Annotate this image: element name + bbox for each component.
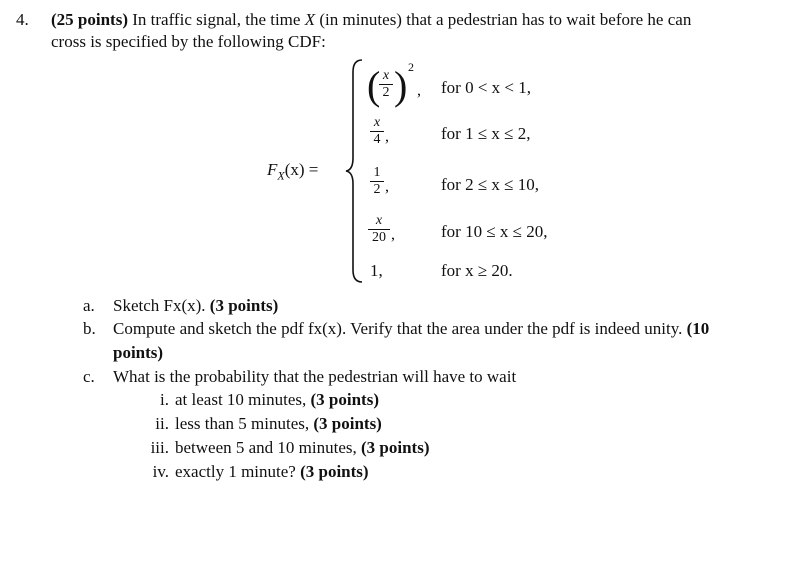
subpart-ii-text: [175, 413, 382, 435]
cdf-lhs: [267, 160, 318, 183]
case3-condition: for 2 ≤ x ≤ 10,: [441, 175, 539, 194]
case2-condition: for 1 ≤ x ≤ 2,: [441, 124, 531, 143]
subpart-ii-body: less than 5 minutes,: [175, 414, 314, 433]
case1-close-paren: ): [394, 63, 408, 108]
subpart-i-points: (3 points): [310, 390, 379, 409]
case2-fraction: [370, 116, 384, 147]
case5-condition: for x ≥ 20.: [441, 261, 513, 280]
case1-den: 2: [382, 85, 390, 100]
case4-condition: for 10 ≤ x ≤ 20,: [441, 222, 548, 241]
case1-condition: for 0 < x < 1,: [441, 78, 531, 97]
part-b-points: (10: [686, 319, 710, 338]
case3-num: 1: [373, 165, 381, 180]
subpart-i-label: i.: [160, 390, 169, 409]
case4-fraction: [368, 214, 390, 245]
part-b-label: b.: [83, 319, 96, 338]
part-c-text: What is the probability that the pedestrian will have to wait: [113, 367, 517, 386]
statement-var-x: X: [304, 10, 316, 29]
problem-statement-line2: cross is specified by the following CDF:: [51, 32, 326, 51]
case1-open-paren: (: [367, 63, 381, 108]
case2-den: 4: [373, 132, 381, 147]
subpart-iv-points: (3 points): [300, 462, 369, 481]
case3-sep: ,: [385, 178, 389, 195]
subpart-iii-body: between 5 and 10 minutes,: [175, 438, 362, 457]
subpart-i-text: [175, 389, 379, 411]
statement-part1: In traffic signal, the time: [127, 10, 305, 29]
case4-sep: ,: [391, 226, 395, 243]
part-c-label: c.: [83, 367, 95, 386]
case1-sep: ,: [417, 82, 421, 99]
case4-num: x: [375, 213, 383, 228]
problem-points: (25 points): [51, 10, 128, 29]
subpart-iii-label: iii.: [150, 438, 169, 457]
part-a-points: (3 points): [209, 296, 279, 315]
statement-part2: (in minutes) that a pedestrian has to wait before he can: [315, 10, 692, 29]
subpart-iii-points: (3 points): [361, 438, 430, 457]
subpart-iv-label: iv.: [152, 462, 169, 481]
case2-num: x: [373, 115, 381, 130]
subpart-iii-text: [175, 437, 430, 459]
case4-den: 20: [372, 230, 386, 245]
part-a-text: [113, 295, 278, 317]
left-brace-icon: [344, 58, 366, 284]
part-b-body: Compute and sketch the pdf fx(x). Verify that the area under the pdf is indeed unity.: [113, 319, 687, 338]
case3-fraction: [370, 166, 384, 197]
subpart-iv-body: exactly 1 minute?: [175, 462, 301, 481]
part-a-body: Sketch Fx(x).: [113, 296, 210, 315]
subpart-iv-text: [175, 461, 369, 483]
case1-fraction: [379, 69, 393, 100]
case2-sep: ,: [385, 128, 389, 145]
case5-value: 1,: [370, 261, 383, 280]
problem-number: 4.: [16, 10, 29, 29]
case1-exponent: 2: [408, 60, 414, 74]
cdf-lhs-f: F: [267, 160, 278, 179]
part-a-label: a.: [83, 296, 95, 315]
part-b-text: [113, 318, 709, 340]
subpart-i-body: at least 10 minutes,: [175, 390, 311, 409]
case3-den: 2: [373, 182, 381, 197]
subpart-ii-label: ii.: [155, 414, 169, 433]
case1-num: x: [382, 68, 390, 83]
subpart-ii-points: (3 points): [313, 414, 382, 433]
cdf-lhs-sub: X: [277, 168, 285, 183]
part-b-points-cont: points): [113, 343, 164, 362]
cdf-lhs-rest: (x) =: [284, 160, 319, 179]
